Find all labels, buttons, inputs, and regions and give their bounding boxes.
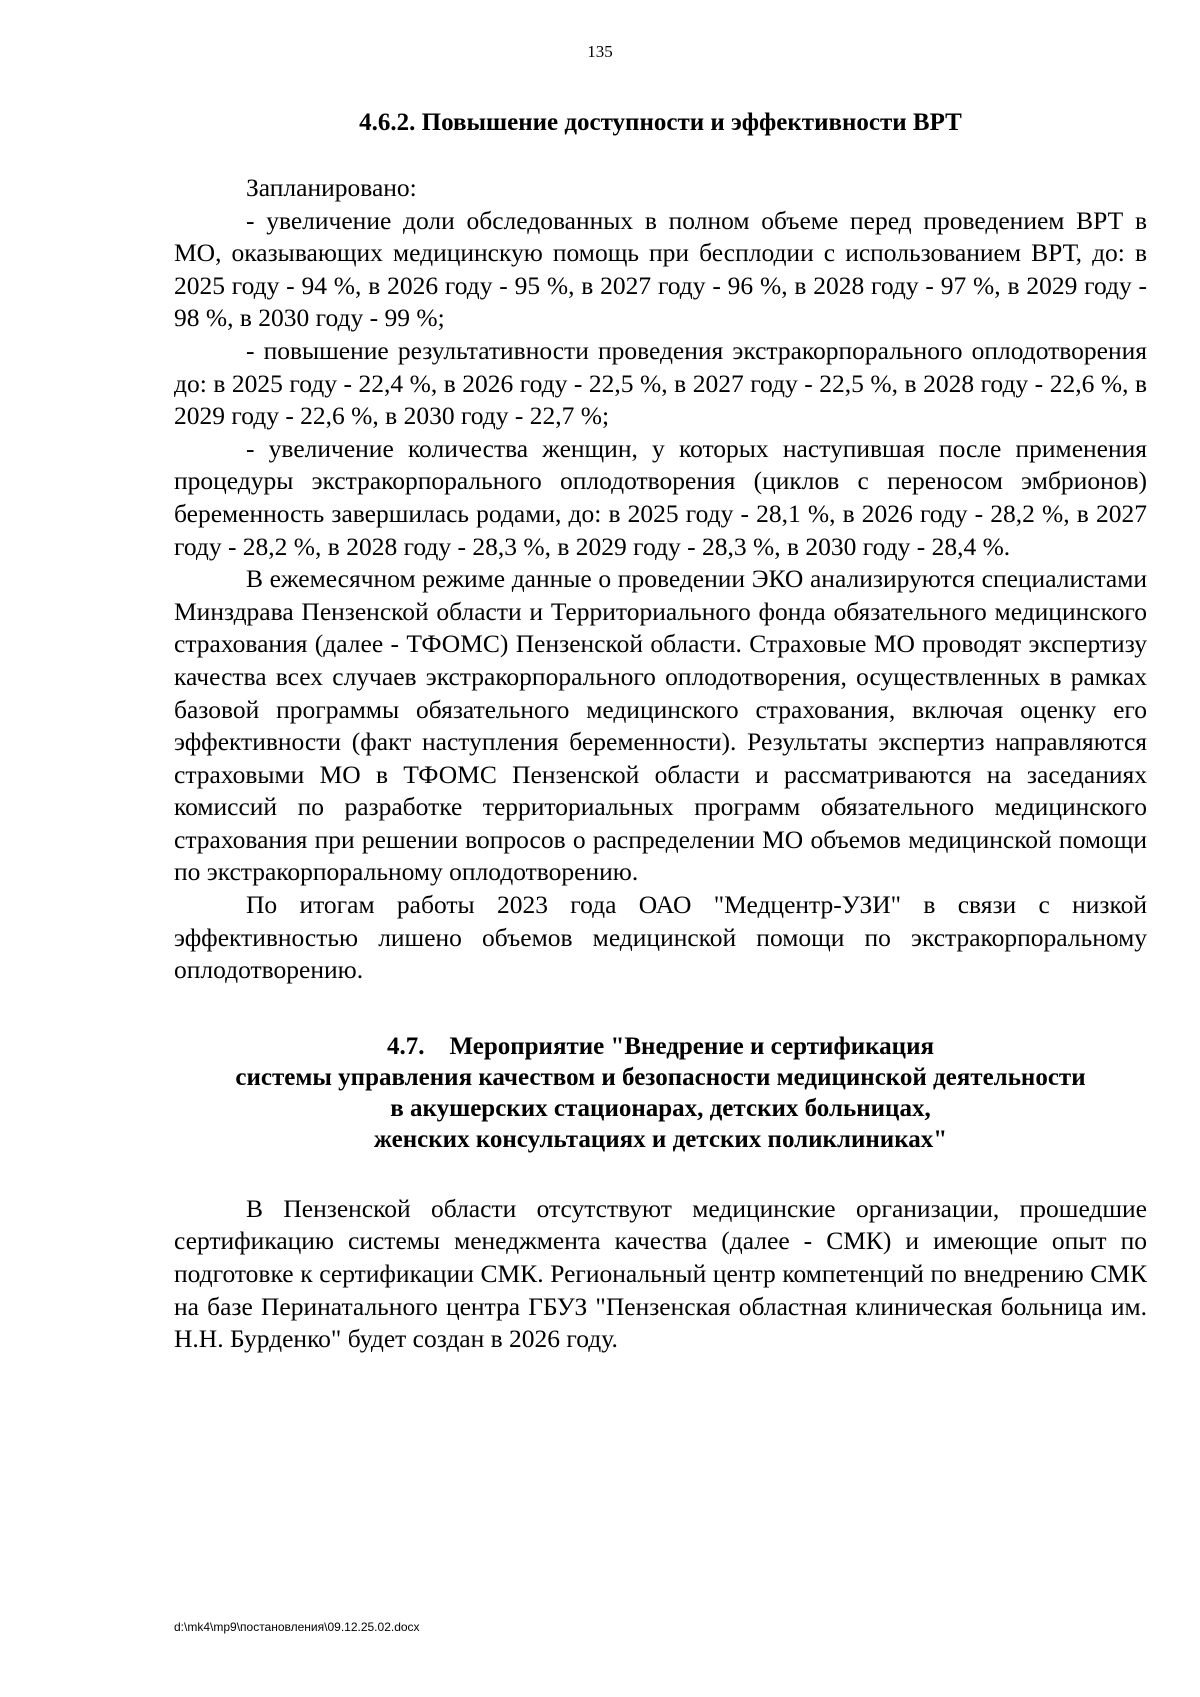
page-number: 135 [587,42,613,61]
footer-file-path: d:\mk4\mp9\постановления\09.12.25.02.docx [174,1620,420,1634]
paragraph-2023-results: По итогам работы 2023 года ОАО "Медцентр-УЗИ" в связи с низкой эффективностью лишено объемов медицинской помощи по экстракорпоральному оплодотворению. [174,890,1147,985]
paragraph-bullet-2: - повышение результативности проведения экстракорпорального оплодотворения до: в 2025 году - 22,4 %, в 2026 году - 22,5 %, в 2027 году - 22,5 %, в 2028 году - 22,6 %, в 2029 году - 22,6 %, в 2030 году - 22,7 %; [174,335,1147,431]
paragraph-planned: Запланировано: [246,173,417,202]
paragraph-monthly-analysis: В ежемесячном режиме данные о проведении ЭКО анализируются специалистами Минздрава Пензенской области и Территориального фонда обязательного медицинского страхования (далее - ТФОМС) Пензенской области. Страховые МО проводят экспертизу качества всех случаев экстракорпорального оплодотворения, осуществленных в рамках базовой программы обязательного медицинского страхования, включая оценку его эффективности (факт наступления беременности). Результаты экспертиз направляются страховыми МО в ТФОМС Пензенской области и рассматриваются на заседаниях комиссий по разработке территориальных программ обязательного медицинского страхования при решении вопросов о распределении МО объемов медицинской помощи по экстракорпоральному оплодотворению. [174,564,1147,887]
page-content [174,108,1147,1356]
section-heading-4-6-2: 4.6.2. Повышение доступности и эффективности ВРТ [359,109,962,136]
paragraph-smk: В Пензенской области отсутствуют медицинские организации, прошедшие сертификацию системы менеджмента качества (далее - СМК) и имеющие опыт по подготовке к сертификации СМК. Региональный центр компетенций по внедрению СМК на базе Перинатального центра ГБУЗ "Пензенская областная клиническая больница им. Н.Н. Бурденко" будет создан в 2026 году. [174,1193,1147,1354]
paragraph-bullet-3: - увеличение количества женщин, у которых наступившая после применения процедуры экстракорпорального оплодотворения (циклов с переносом эмбрионов) беременность завершилась родами, до: в 2025 году - 28,1 %, в 2026 году - 28,2 %, в 2027 году - 28,2 %, в 2028 году - 28,3 %, в 2029 году - 28,3 %, в 2030 году - 28,4 %. [174,433,1147,561]
section-heading-4-7-line-2: системы управления качеством и безопасности медицинской деятельности [235,1063,1086,1091]
section-heading-4-7 [174,1031,1147,1155]
section-heading-4-7-line-3: в акушерских стационарах, детских больницах, [390,1094,931,1122]
section-heading-4-7-line-1: 4.7. Мероприятие "Внедрение и сертификация [386,1032,935,1060]
paragraph-bullet-1: - увеличение доли обследованных в полном объеме перед проведением ВРТ в МО, оказывающих медицинскую помощь при бесплодии с использованием ВРТ, до: в 2025 году - 94 %, в 2026 году - 95 %, в 2027 году - 96 %, в 2028 году - 97 %, в 2029 году - 98 %, в 2030 году - 99 %; [174,205,1147,333]
section-heading-4-7-line-4: женских консультациях и детских поликлиниках" [373,1125,948,1153]
